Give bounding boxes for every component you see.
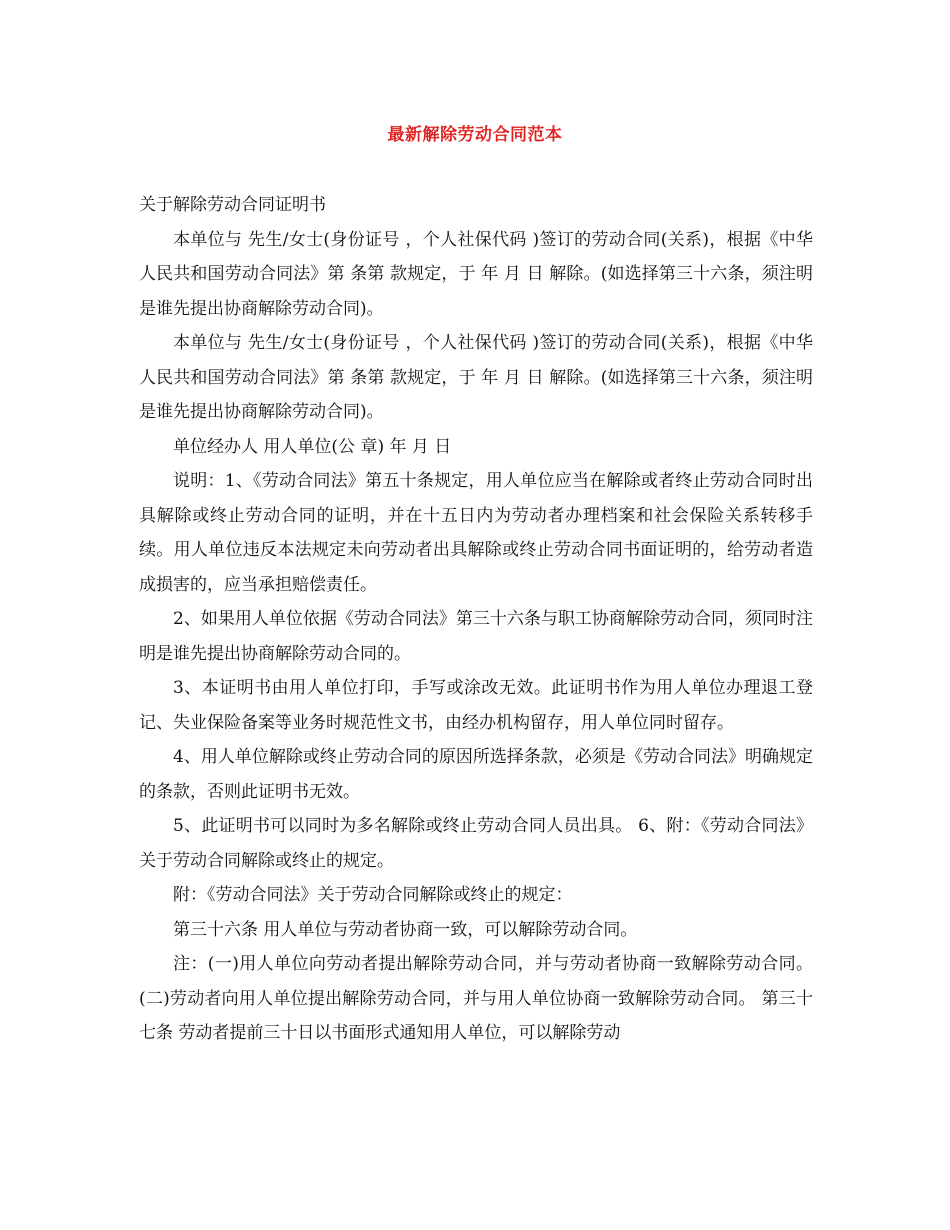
paragraph-note-1: 说明：1、《劳动合同法》第五十条规定，用人单位应当在解除或者终止劳动合同时出具解除或终止劳动合同的证明，并在十五日内为劳动者办理档案和社会保险关系转移手续。用人单位违反本法规定未向劳动者出具解除或终止劳动合同书面证明的，给劳动者造成损害的，应当承担赔偿责任。: [139, 471, 813, 595]
certificate-heading: 关于解除劳动合同证明书: [139, 195, 326, 215]
paragraph-appendix-heading: 附：《劳动合同法》关于劳动合同解除或终止的规定：: [173, 885, 573, 905]
document-title: 最新解除劳动合同范本: [387, 125, 563, 145]
paragraph-signature-line: 单位经办人 用人单位(公 章) 年 月 日: [173, 436, 452, 457]
paragraph-certificate-1: 本单位与 先生/女士(身份证号 ，个人社保代码 )签订的劳动合同(关系)，根据《中华人民共和国劳动合同法》第 条第 款规定，于 年 月 日 解除。(如选择第三十六条，须注明是谁先提出协商解除劳动合同)。: [139, 229, 813, 319]
paragraph-note-2: 2、如果用人单位依据《劳动合同法》第三十六条与职工协商解除劳动合同，须同时注明是谁先提出协商解除劳动合同的。: [139, 609, 813, 664]
paragraph-note-4: 4、用人单位解除或终止劳动合同的原因所选择条款，必须是《劳动合同法》明确规定的条款，否则此证明书无效。: [139, 747, 813, 802]
paragraph-article-36: 第三十六条 用人单位与劳动者协商一致，可以解除劳动合同。: [173, 919, 638, 940]
document-body: [139, 188, 813, 1051]
paragraph-note-3: 3、本证明书由用人单位打印，手写或涂改无效。此证明书作为用人单位办理退工登记、失业保险备案等业务时规范性文书，由经办机构留存，用人单位同时留存。: [139, 678, 813, 733]
paragraph-certificate-2: 本单位与 先生/女士(身份证号 ，个人社保代码 )签订的劳动合同(关系)，根据《中华人民共和国劳动合同法》第 条第 款规定，于 年 月 日 解除。(如选择第三十六条，须注明是谁先提出协商解除劳动合同)。: [139, 333, 813, 422]
paragraph-note-5: 5、此证明书可以同时为多名解除或终止劳动合同人员出具。 6、附：《劳动合同法》关于劳动合同解除或终止的规定。: [139, 816, 813, 871]
paragraph-article-notes: 注：(一)用人单位向劳动者提出解除劳动合同，并与劳动者协商一致解除劳动合同。 (二)劳动者向用人单位提出解除劳动合同，并与用人单位协商一致解除劳动合同。 第三十七条 劳动者提前三十日以书面形式通知用人单位，可以解除劳动: [139, 954, 813, 1043]
